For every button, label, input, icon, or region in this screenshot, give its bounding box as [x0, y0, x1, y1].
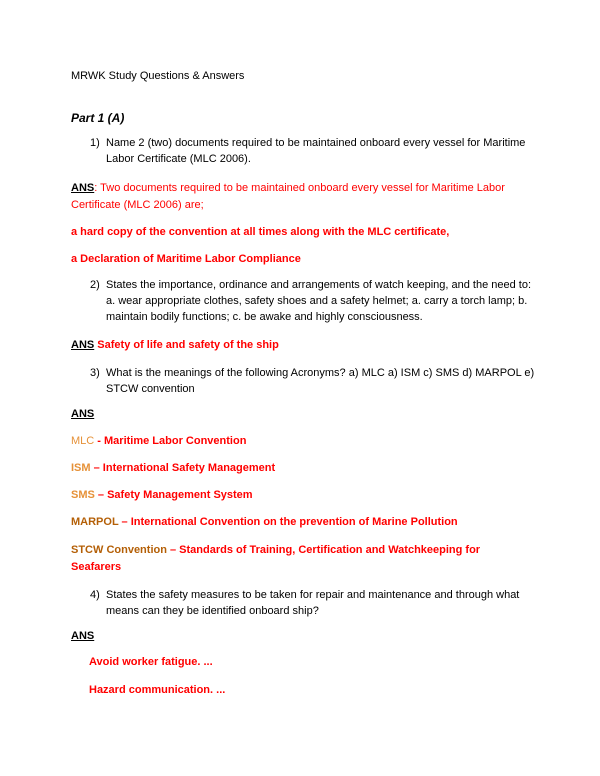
acronym-separator: - [94, 435, 105, 447]
acronym-separator: – [94, 489, 108, 501]
acronym-row [71, 460, 275, 477]
answer-text: : Two documents required to be maintained onboard every vessel for Maritime Labor Certificate (MLC 2006) are; [71, 182, 505, 211]
question-text: States the safety measures to be taken for repair and maintenance and through what means can they be identified onboard ship? [106, 589, 520, 617]
answer-2 [71, 337, 279, 354]
answer-text: Safety of life and safety of the ship [97, 339, 279, 351]
acronym-abbr: ISM [71, 462, 91, 474]
question-text: Name 2 (two) documents required to be maintained onboard every vessel for Maritime Labor Certificate (MLC 2006). [106, 137, 526, 165]
question-number: 4) [90, 589, 100, 601]
acronym-full: Standards of Training, Certification and Watchkeeping for Seafarers [71, 544, 481, 573]
answer-4-item-2: Hazard communication. ... [89, 684, 226, 696]
acronym-row [71, 487, 253, 504]
acronym-abbr: STCW Convention [71, 544, 167, 556]
part-heading: Part 1 (A) [71, 111, 125, 125]
document-title: MRWK Study Questions & Answers [71, 70, 245, 82]
acronym-separator: – [166, 544, 180, 556]
answer-1-item-2: a Declaration of Maritime Labor Compliance [71, 253, 301, 265]
acronym-row [71, 542, 531, 576]
ans-label: ANS [71, 630, 95, 642]
acronym-full: International Convention on the prevention of Marine Pollution [130, 516, 458, 528]
question-number: 3) [90, 367, 100, 379]
question-1 [90, 135, 540, 167]
question-number: 2) [90, 279, 100, 291]
answer-4-item-1: Avoid worker fatigue. ... [89, 656, 213, 668]
question-4 [90, 587, 540, 619]
acronym-abbr: MLC [71, 435, 95, 447]
ans-label: ANS [71, 182, 95, 194]
question-2 [90, 277, 540, 325]
question-text: States the importance, ordinance and arrangements of watch keeping, and the need to: a. wear appropriate clothes, safety shoes and a safety helmet; a. carry a torch lamp; b. maintain bodily functions; c. be awake and highly consciousness. [106, 279, 531, 323]
acronym-full: Maritime Labor Convention [104, 435, 247, 447]
acronym-row [71, 514, 458, 531]
answer-1 [71, 180, 541, 214]
question-3 [90, 365, 540, 397]
answer-1-item-1: a hard copy of the convention at all times along with the MLC certificate, [71, 226, 450, 238]
ans-label: ANS [71, 408, 95, 420]
acronym-separator: – [90, 462, 103, 474]
acronym-separator: – [118, 516, 131, 528]
acronym-abbr: SMS [71, 489, 95, 501]
acronym-row [71, 433, 246, 450]
acronym-abbr: MARPOL [71, 516, 119, 528]
answer-4-label [71, 628, 94, 645]
acronym-full: Safety Management System [107, 489, 253, 501]
question-number: 1) [90, 137, 100, 149]
acronym-full: International Safety Management [102, 462, 276, 474]
ans-label: ANS [71, 339, 95, 351]
question-text: What is the meanings of the following Acronyms? a) MLC a) ISM c) SMS d) MARPOL e) STCW convention [106, 367, 535, 395]
answer-3-label [71, 406, 94, 423]
